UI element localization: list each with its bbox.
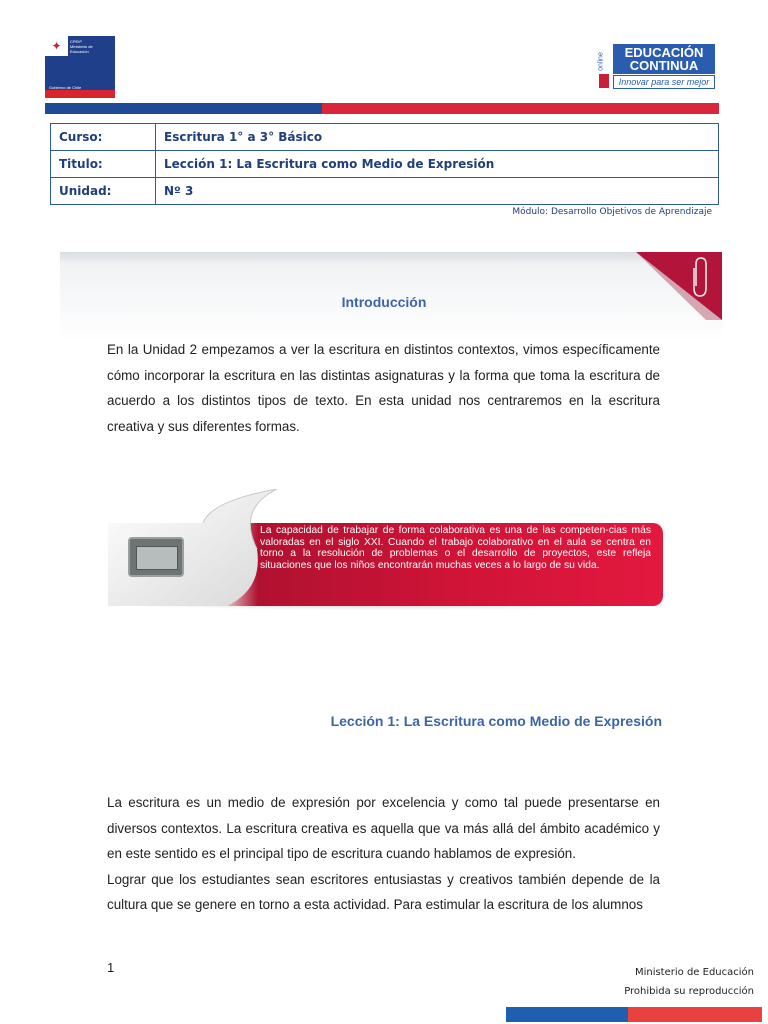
footer-bar-red: [628, 1007, 762, 1022]
coat-of-arms-icon: ✦: [51, 39, 62, 53]
intro-title: Introducción: [341, 294, 427, 310]
table-row: [51, 124, 719, 151]
logo-line1: EDUCACIÓN: [624, 45, 704, 60]
table-row: [51, 178, 719, 205]
gov-logo-line: CPEIP: [70, 39, 83, 44]
table-row: [51, 151, 719, 178]
footer-ministry: Ministerio de Educación: [634, 967, 754, 978]
header-bar-blue: [45, 103, 322, 114]
logo-tagline: Innovar para ser mejor: [613, 75, 715, 89]
gov-logo-line: Ministerio de: [70, 44, 93, 49]
module-label: Módulo: Desarrollo Objetivos de Aprendizaje: [512, 207, 712, 217]
key-icon-inner: [136, 546, 178, 570]
row-value: Escritura 1° a 3° Básico: [156, 124, 719, 151]
intro-panel-shadow: [60, 252, 722, 264]
quote-text: La capacidad de trabajar de forma colaborativa es una de las competen-cias más valoradas en el siglo XXI. Cuando el trabajo colaborativo en el aula se centra en torno a la resolución de problemas o el desarrollo de proyectos, este refleja situaciones que los niños encontrarán muchas veces a lo largo de su vida.: [260, 525, 651, 571]
lesson-body: [107, 790, 660, 918]
logo-title-box: [613, 44, 715, 74]
row-label: Titulo:: [51, 151, 156, 178]
course-info-table: [50, 123, 719, 205]
row-label: Unidad:: [51, 178, 156, 205]
dotted-divider: [120, 733, 676, 739]
gov-logo-line: Educación: [70, 49, 89, 54]
logo-line2: CONTINUA: [629, 58, 699, 73]
gov-logo-red-band: [45, 90, 115, 98]
row-label: Curso:: [51, 124, 156, 151]
gov-logo-text: [70, 39, 93, 54]
lesson-title: Lección 1: La Escritura como Medio de Expresión: [330, 713, 662, 729]
row-value: Nº 3: [156, 178, 719, 205]
lesson-paragraph: Lograr que los estudiantes sean escritores entusiastas y creativos también depende de la cultura que se genere en torno a esta actividad. Para estimular la escritura de los alumnos: [107, 871, 660, 913]
gov-logo-bottom-text: Gobierno de Chile: [49, 85, 82, 90]
lesson-paragraph: La escritura es un medio de expresión por excelencia y como tal puede presentarse en diversos contextos. La escritura creativa es aquella que va más allá del ámbito académico y en este sentido es el principal tipo de escritura cuando hablamos de expresión.: [107, 795, 660, 862]
intro-paragraph: [107, 337, 660, 439]
footer-notice: Prohibida su reproducción: [624, 986, 754, 997]
government-logo: [45, 36, 115, 98]
intro-text: En la Unidad 2 empezamos a ver la escritura en distintos contextos, vimos específicamente cómo incorporar la escritura en las distintas asignaturas y la forma que toma la escritura de acuerdo a los distintos tipos de texto. En esta unidad nos centraremos en la escritura creativa y sus diferentes formas.: [107, 342, 660, 434]
online-text: online: [597, 52, 605, 71]
header-color-bar: [45, 103, 719, 114]
educacion-continua-logo: [595, 44, 719, 92]
footer-color-bar: [506, 1007, 762, 1022]
key-icon: [128, 537, 184, 577]
logo-red-block: [599, 74, 609, 88]
header-bar-red: [322, 103, 719, 114]
footer-bar-blue: [506, 1007, 628, 1022]
page-number: 1: [107, 960, 115, 975]
row-value: Lección 1: La Escritura como Medio de Expresión: [156, 151, 719, 178]
